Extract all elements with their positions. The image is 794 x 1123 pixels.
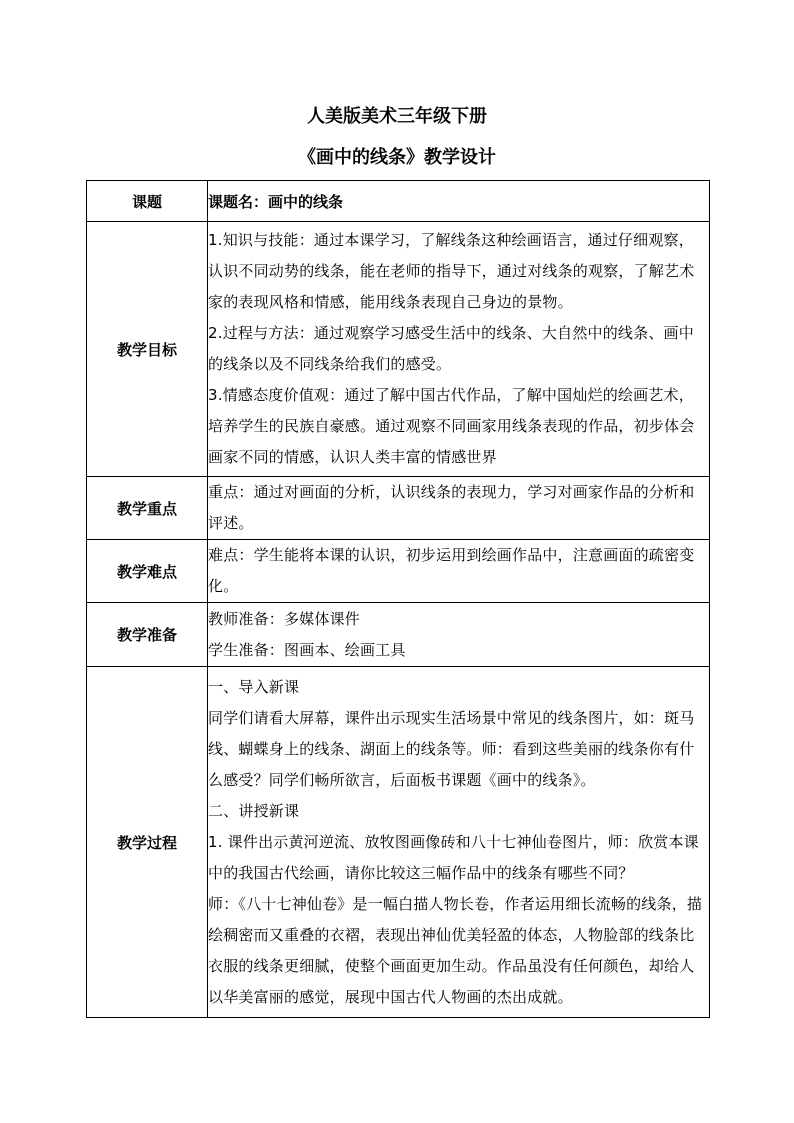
process-label: 教学过程 bbox=[87, 667, 208, 1018]
table-row-difficulty bbox=[87, 540, 710, 603]
process-teacher-comment: 师：《八十七神仙卷》是一幅白描人物长卷，作者运用细长流畅的线条，描绘稠密而又重叠的衣褶，表现出神仙优美轻盈的体态，人物脸部的线条比衣服的线条更细腻，使整个画面更加生动。作品虽没有任何颜色，却给人以华美富丽的感觉，展现中国古代人物画的杰出成就。 bbox=[208, 894, 703, 1006]
key-points-text: 重点：通过对画面的分析，认识线条的表现力，学习对画家作品的分析和评述。 bbox=[208, 483, 695, 532]
topic-label: 课题 bbox=[87, 181, 208, 222]
difficulty-content bbox=[208, 540, 710, 603]
topic-value: 课题名：画中的线条 bbox=[208, 181, 710, 222]
goal-emotion: 3.情感态度价值观：通过了解中国古代作品，了解中国灿烂的绘画艺术，培养学生的民族自豪感。通过观察不同画家用线条表现的作品，初步体会画家不同的情感，认识人类丰富的情感世界 bbox=[208, 386, 695, 466]
goals-label: 教学目标 bbox=[87, 222, 208, 477]
goal-knowledge: 1.知识与技能：通过本课学习，了解线条这种绘画语言，通过仔细观察，认识不同动势的线条，能在老师的指导下，通过对线条的观察，了解艺术家的表现风格和情感，能用线条表现自己身边的景物。 bbox=[208, 231, 695, 311]
table-row-topic bbox=[87, 181, 710, 222]
process-step-1: 1. 课件出示黄河逆流、放牧图画像砖和八十七神仙卷图片，师：欣赏本课中的我国古代绘画，请你比较这三幅作品中的线条有哪些不同？ bbox=[208, 832, 699, 882]
preparation-content bbox=[208, 603, 710, 667]
goals-content bbox=[208, 222, 710, 477]
document-title: 人美版美术三年级下册 bbox=[307, 106, 487, 127]
document-subtitle: 《画中的线条》教学设计 bbox=[298, 147, 496, 168]
preparation-label: 教学准备 bbox=[87, 603, 208, 667]
student-preparation: 学生准备：图画本、绘画工具 bbox=[208, 640, 406, 659]
table-row-key-points bbox=[87, 477, 710, 540]
process-heading-new-lesson: 二、讲授新课 bbox=[208, 801, 300, 820]
table-row-process bbox=[87, 667, 710, 1018]
key-points-content bbox=[208, 477, 710, 540]
lesson-plan-table bbox=[86, 180, 710, 1018]
key-points-label: 教学重点 bbox=[87, 477, 208, 540]
goal-process: 2.过程与方法：通过观察学习感受生活中的线条、大自然中的线条、画中的线条以及不同线条给我们的感受。 bbox=[208, 324, 694, 373]
process-intro-text: 同学们请看大屏幕，课件出示现实生活场景中常见的线条图片，如：斑马线、蝴蝶身上的线条、湖面上的线条等。师：看到这些美丽的线条你有什么感受？同学们畅所欲言，后面板书课题《画中的线条》。 bbox=[208, 708, 695, 789]
difficulty-text: 难点：学生能将本课的认识，初步运用到绘画作品中，注意画面的疏密变化。 bbox=[208, 546, 695, 595]
process-content bbox=[208, 667, 710, 1018]
table-row-preparation bbox=[87, 603, 710, 667]
teacher-preparation: 教师准备：多媒体课件 bbox=[208, 609, 361, 628]
process-heading-intro: 一、导入新课 bbox=[208, 677, 300, 696]
table-row-goals bbox=[87, 222, 710, 477]
difficulty-label: 教学难点 bbox=[87, 540, 208, 603]
